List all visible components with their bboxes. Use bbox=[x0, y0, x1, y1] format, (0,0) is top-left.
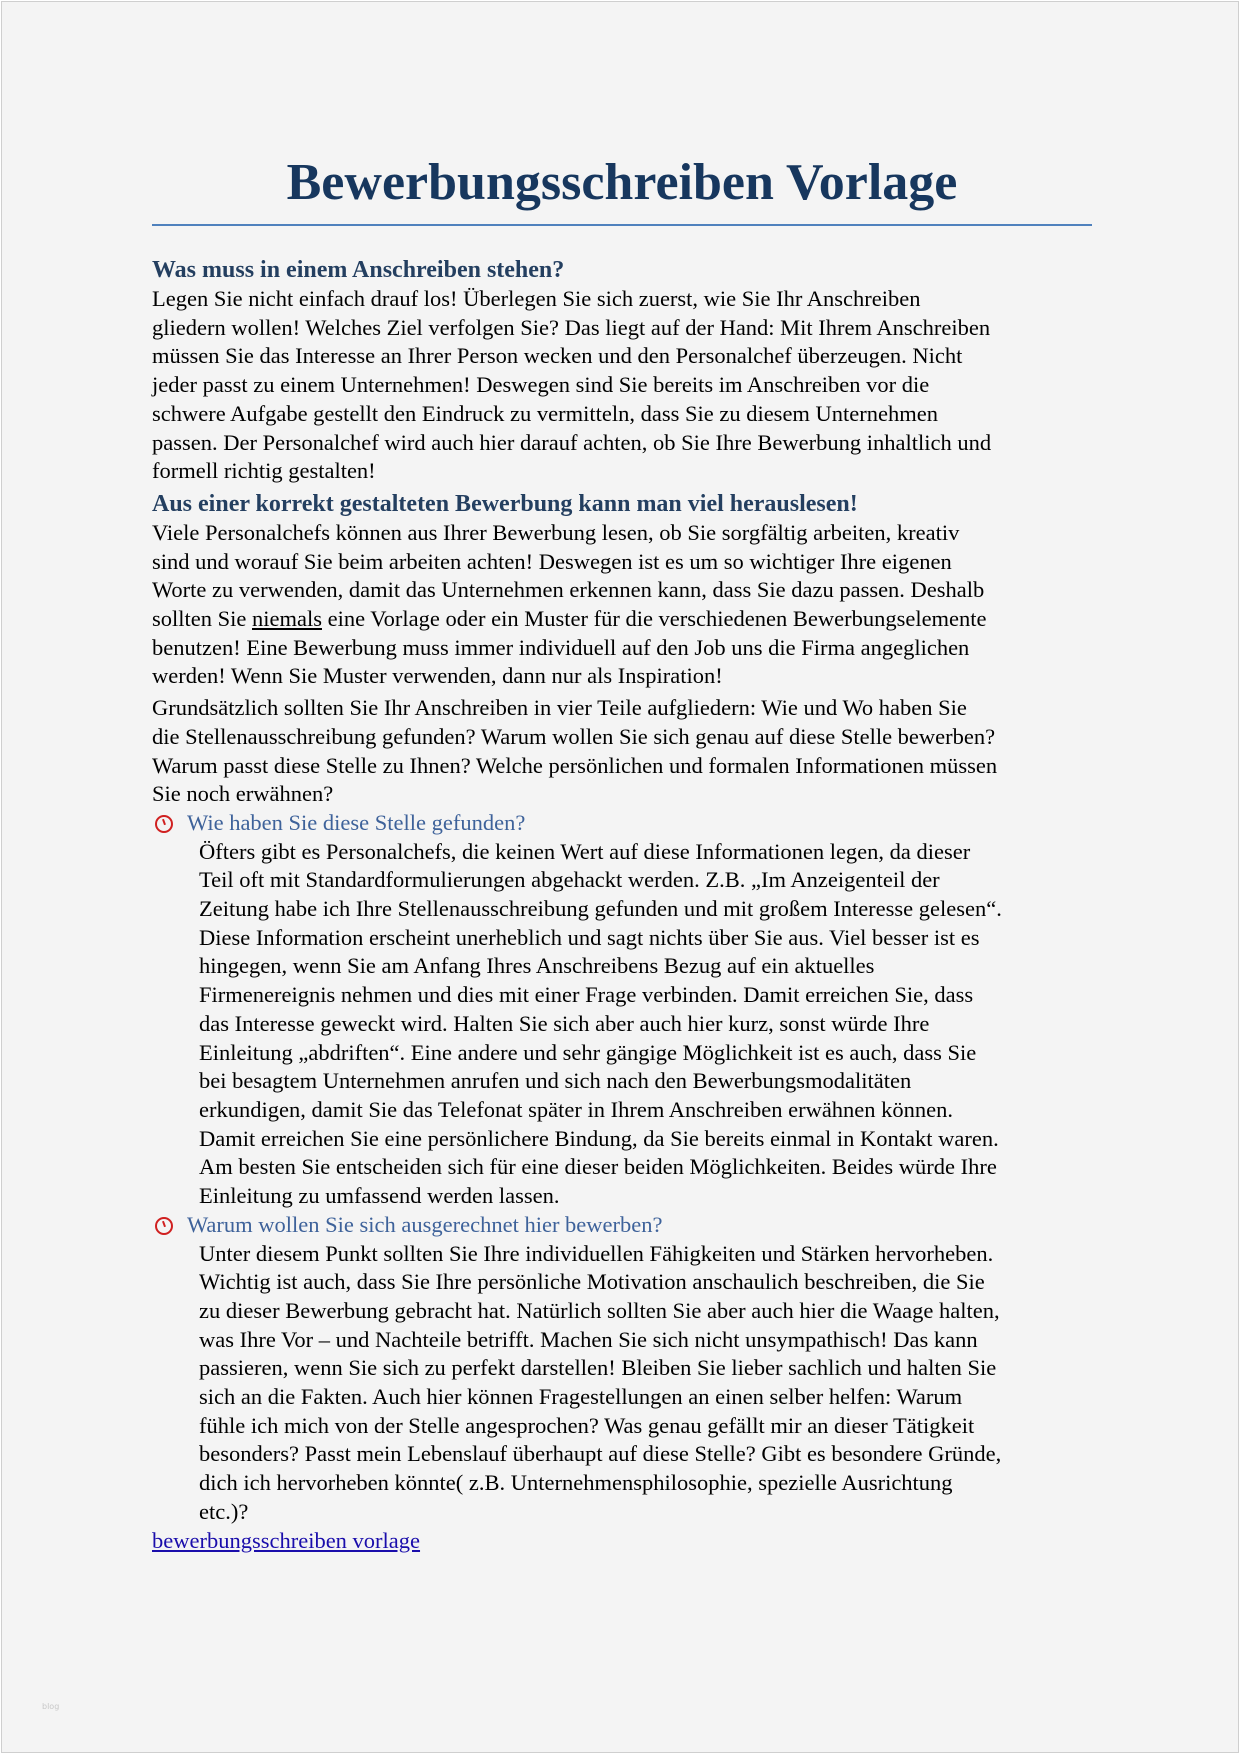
heading-bewerbung: Aus einer korrekt gestalteten Bewerbung kann man viel herauslesen! bbox=[152, 490, 858, 517]
paragraph-gefunden bbox=[152, 838, 1092, 1211]
subheading-bewerben bbox=[152, 1211, 1092, 1240]
paragraph-line: sind und worauf Sie beim arbeiten achten! Deswegen ist es um so wichtiger Ihre eigenen bbox=[152, 548, 952, 574]
underlined-word: niemals bbox=[252, 606, 322, 632]
paragraph-line: Firmenereignis nehmen und dies mit einer Frage verbinden. Damit erreichen Sie, dass bbox=[199, 982, 974, 1008]
title-rule bbox=[152, 224, 1092, 226]
paragraph-line: zu dieser Bewerbung gebracht hat. Natürlich sollten Sie aber auch hier die Waage halten, bbox=[199, 1297, 1000, 1323]
paragraph-line: schwere Aufgabe gestellt den Eindruck zu vermitteln, dass Sie zu diesem Unternehmen bbox=[152, 400, 939, 426]
subheading-text: Wie haben Sie diese Stelle gefunden? bbox=[187, 809, 526, 835]
paragraph-line: Am besten Sie entscheiden sich für eine dieser beiden Möglichkeiten. Beides würde Ihre bbox=[199, 1154, 997, 1180]
paragraph-line: das Interesse geweckt wird. Halten Sie sich aber auch hier kurz, sonst würde Ihre bbox=[199, 1010, 930, 1036]
paragraph-line: passen. Der Personalchef wird auch hier darauf achten, ob Sie Ihre Bewerbung inhaltlich und bbox=[152, 429, 992, 455]
paragraph-line: Viele Personalchefs können aus Ihrer Bewerbung lesen, ob Sie sorgfältig arbeiten, kreativ bbox=[152, 519, 960, 545]
paragraph-line: fühle ich mich von der Stelle angesprochen? Was genau gefällt mir an dieser Tätigkeit bbox=[199, 1412, 975, 1438]
subheading-gefunden bbox=[152, 809, 1092, 838]
paragraph-line: die Stellenausschreibung gefunden? Warum wollen Sie sich genau auf diese Stelle bewerben? bbox=[152, 723, 996, 749]
paragraph-line: Diese Information erscheint unerheblich und sagt nichts über Sie aus. Viel besser ist es bbox=[199, 924, 980, 950]
paragraph-line: Zeitung habe ich Ihre Stellenausschreibung gefunden und mit großem Interesse gelesen“. bbox=[199, 896, 1002, 922]
paragraph-line: jeder passt zu einem Unternehmen! Deswegen sind Sie bereits im Anschreiben vor die bbox=[152, 372, 930, 398]
paragraph-line: erkundigen, damit Sie das Telefonat später in Ihrem Anschreiben erwähnen können. bbox=[199, 1096, 954, 1122]
paragraph-line: Unter diesem Punkt sollten Sie Ihre individuellen Fähigkeiten und Stärken hervorheben. bbox=[199, 1240, 994, 1266]
paragraph-line: formell richtig gestalten! bbox=[152, 458, 376, 484]
clock-icon bbox=[155, 1217, 173, 1235]
document-content bbox=[152, 150, 1092, 1555]
paragraph-line: Einleitung zu umfassend werden lassen. bbox=[199, 1183, 560, 1209]
paragraph-line: dich ich hervorheben könnte( z.B. Unternehmensphilosophie, spezielle Ausrichtung bbox=[199, 1470, 953, 1496]
paragraph-line: Wichtig ist auch, dass Sie Ihre persönliche Motivation anschaulich beschreiben, die Sie bbox=[199, 1269, 985, 1295]
paragraph-line bbox=[152, 605, 1092, 634]
document-title: Bewerbungsschreiben Vorlage bbox=[286, 154, 958, 211]
clock-icon bbox=[155, 815, 173, 833]
paragraph-line: Sie noch erwähnen? bbox=[152, 781, 334, 807]
paragraph-line: passieren, wenn Sie sich zu perfekt darstellen! Bleiben Sie lieber sachlich und halten Sie bbox=[199, 1355, 997, 1381]
paragraph-line: müssen Sie das Interesse an Ihrer Person wecken und den Personalchef überzeugen. Nicht bbox=[152, 343, 963, 369]
paragraph-line: benutzen! Eine Bewerbung muss immer individuell auf den Job uns die Firma angeglichen bbox=[152, 634, 970, 660]
paragraph-line: Einleitung „abdriften“. Eine andere und sehr gängige Möglichkeit ist es auch, dass Sie bbox=[199, 1039, 977, 1065]
watermark: blog bbox=[42, 1702, 60, 1711]
vorlage-link[interactable]: bewerbungsschreiben vorlage bbox=[152, 1527, 421, 1553]
paragraph-line: Grundsätzlich sollten Sie Ihr Anschreiben in vier Teile aufgliedern: Wie und Wo haben Sie bbox=[152, 695, 967, 721]
paragraph-line: hingegen, wenn Sie am Anfang Ihres Anschreibens Bezug auf ein aktuelles bbox=[199, 953, 875, 979]
paragraph-intro bbox=[152, 285, 1092, 486]
paragraph-line: Öfters gibt es Personalchefs, die keinen Wert auf diese Informationen legen, da dieser bbox=[199, 838, 971, 864]
paragraph-bewerben bbox=[152, 1240, 1092, 1527]
paragraph-line: Damit erreichen Sie eine persönlichere Bindung, da Sie bereits einmal in Kontakt waren. bbox=[199, 1125, 999, 1151]
paragraph-line: besonders? Passt mein Lebenslauf überhaupt auf diese Stelle? Gibt es besondere Gründe, bbox=[199, 1441, 1002, 1467]
paragraph-line: sich an die Fakten. Auch hier können Fragestellungen an einen selber helfen: Warum bbox=[199, 1384, 963, 1410]
paragraph-line: was Ihre Vor – und Nachteile betrifft. Machen Sie sich nicht unsympathisch! Das kann bbox=[199, 1326, 978, 1352]
paragraph-line: werden! Wenn Sie Muster verwenden, dann nur als Inspiration! bbox=[152, 663, 723, 689]
paragraph-line: etc.)? bbox=[199, 1498, 249, 1524]
paragraph-grundsaetzlich bbox=[152, 694, 1092, 809]
paragraph-personalchefs bbox=[152, 519, 1092, 691]
paragraph-line: gliedern wollen! Welches Ziel verfolgen Sie? Das liegt auf der Hand: Mit Ihrem Anschreiben bbox=[152, 314, 991, 340]
heading-anschreiben: Was muss in einem Anschreiben stehen? bbox=[152, 257, 565, 283]
text: sollten Sie bbox=[152, 606, 252, 632]
document-page bbox=[1, 1, 1239, 1753]
paragraph-line: Legen Sie nicht einfach drauf los! Überlegen Sie sich zuerst, wie Sie Ihr Anschreiben bbox=[152, 286, 921, 311]
paragraph-line: Warum passt diese Stelle zu Ihnen? Welche persönlichen und formalen Informationen müssen bbox=[152, 752, 998, 778]
paragraph-line: Teil oft mit Standardformulierungen abgehackt werden. Z.B. „Im Anzeigenteil der bbox=[199, 867, 940, 893]
subheading-text: Warum wollen Sie sich ausgerechnet hier bewerben? bbox=[187, 1211, 663, 1237]
paragraph-line: Worte zu verwenden, damit das Unternehmen erkennen kann, dass Sie dazu passen. Deshalb bbox=[152, 577, 985, 603]
paragraph-line: bei besagtem Unternehmen anrufen und sich nach den Bewerbungsmodalitäten bbox=[199, 1068, 912, 1094]
text: eine Vorlage oder ein Muster für die verschiedenen Bewerbungselemente bbox=[321, 606, 987, 632]
paragraph-lines bbox=[152, 634, 1092, 691]
paragraph-lines bbox=[152, 519, 1092, 605]
